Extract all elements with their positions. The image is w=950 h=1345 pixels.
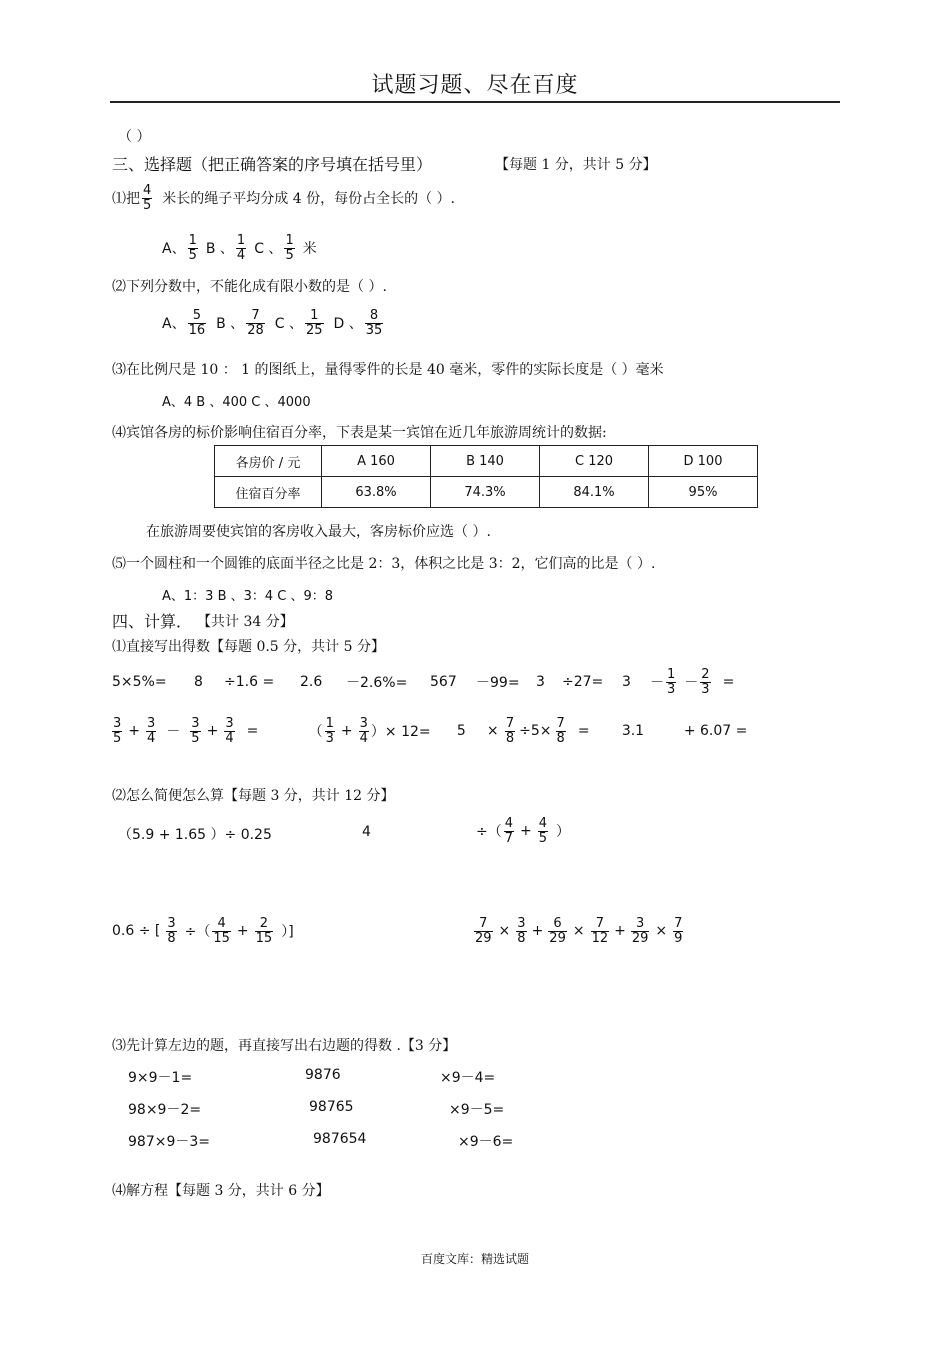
p2-expr4: $\frac{7}{29}$ × $\frac{3}{8}$ + $\frac{6}{29}$ × $\frac{7}{12}$ + $\frac{3}{29}$ × $\frac{7}{9}$ [475,915,683,946]
p1-title: ⑴直接写出得数【每题 0.5 分，共计 5 分】 [112,639,385,655]
p1-row2: $\frac{3}{5}$ + $\frac{3}{4}$ － $\frac{3}{5}$ + $\frac{3}{4}$ = （ $\frac{1}{3}$ + $\frac{3}{4}$ ）× 12= 5 × $\frac{7}{8}$ ÷5× $\frac{7}{8}$ = 3.1 + 6.07 = [113,715,748,746]
p2-expr2-number: 4 [362,824,371,840]
fraction: $\frac{3}{8}$ [517,915,526,946]
q5-options: A、1：3 B 、3：4 C 、9：8 [162,589,334,604]
q4-stem: ⑷宾馆各房的标价影响住宿百分率，下表是某一宾馆在近几年旅游周统计的数据: [112,425,607,441]
p3-right-1: ×9－4= [440,1070,496,1086]
p4-title: ⑷解方程【每题 3 分，共计 6 分】 [112,1183,330,1199]
table-cell: 74.3% [431,477,540,508]
q4-question: 在旅游周要使宾馆的客房收入最大，客房标价应选（ ）. [146,524,491,540]
p3-mid-1: 9876 [305,1067,341,1083]
fraction: $\frac{7}{9}$ [674,915,683,946]
p2-title: ⑵怎么简便怎么算【每题 3 分，共计 12 分】 [112,788,395,804]
fraction: $\frac{3}{5}$ [113,715,122,746]
fraction: $\frac{4}{5}$ [143,182,152,213]
q1-stem: ⑴把 $\frac{4}{5}$ 米长的绳子平均分成 4 份，每份占全长的（ ）. [112,182,455,213]
table-row [215,477,758,508]
fraction: $\frac{8}{35}$ [365,307,383,338]
p3-right-3: ×9－6= [458,1134,514,1150]
fraction: $\frac{4}{15}$ [213,915,230,946]
fraction: $\frac{5}{16}$ [188,307,206,338]
p3-left-3: 987×9－3= [128,1134,210,1150]
p2-expr3: 0.6 ÷ [ $\frac{3}{8}$ ÷（ $\frac{4}{15}$ + $\frac{2}{15}$ ）] [112,915,294,946]
fraction: $\frac{7}{28}$ [247,307,264,338]
fraction: $\frac{7}{12}$ [591,915,609,946]
section3-title: 三、选择题（把正确答案的序号填在括号里） [112,155,433,174]
table-cell: D 100 [649,446,758,477]
p3-mid-2: 98765 [309,1099,354,1115]
fraction: $\frac{3}{4}$ [147,715,156,746]
fraction: $\frac{1}{5}$ [285,232,294,263]
price-occupancy-table [214,445,758,508]
fraction: $\frac{6}{29}$ [549,915,566,946]
table-cell: 84.1% [540,477,649,508]
fraction: $\frac{3}{4}$ [359,715,368,746]
fraction: $\frac{3}{8}$ [167,915,176,946]
table-cell: 95% [649,477,758,508]
fraction: $\frac{1}{5}$ [188,232,197,263]
fraction: $\frac{1}{3}$ [667,666,676,697]
fraction: $\frac{1}{25}$ [305,307,323,338]
p3-left-2: 98×9－2= [128,1102,202,1118]
table-cell: 各房价 / 元 [215,446,322,477]
p1-row1: 5×5%= 8 ÷1.6 = 2.6 －2.6%= 567 －99= 3 ÷27= 3 － $\frac{1}{3}$ － $\frac{2}{3}$ = [112,666,735,697]
table-cell: 63.8% [322,477,431,508]
q2-options: A、 $\frac{5}{16}$ B 、 $\frac{7}{28}$ C 、 $\frac{1}{25}$ D 、 $\frac{8}{35}$ [162,307,383,338]
fraction: $\frac{7}{8}$ [505,715,515,746]
fraction: $\frac{2}{15}$ [255,915,273,946]
fraction: $\frac{4}{7}$ [504,815,514,846]
fraction: $\frac{7}{29}$ [475,915,492,946]
p3-right-2: ×9－5= [449,1102,505,1118]
section4-title: 四、计算． [112,612,193,631]
q1-options: A、 $\frac{1}{5}$ B 、 $\frac{1}{4}$ C 、 $\frac{1}{5}$ 米 [162,232,317,263]
table-cell: C 120 [540,446,649,477]
q3-stem: ⑶在比例尺是 10 ： 1 的图纸上，量得零件的长是 40 毫米，零件的实际长度是（ ）毫米 [112,362,664,378]
p3-left-1: 9×9－1= [128,1070,193,1086]
fraction: $\frac{7}{8}$ [556,715,565,746]
table-cell: A 160 [322,446,431,477]
fraction: $\frac{3}{4}$ [225,715,234,746]
fraction: $\frac{2}{3}$ [701,666,710,697]
fraction: $\frac{1}{3}$ [325,715,334,746]
page-footer: 百度文库：精选试题 [420,1252,529,1266]
p3-mid-3: 987654 [313,1131,367,1147]
header-rule [110,101,840,103]
answer-paren: （ ） [118,129,151,145]
q5-stem: ⑸一个圆柱和一个圆锥的底面半径之比是 2：3，体积之比是 3：2，它们高的比是（ ）. [112,556,656,572]
q3-options: A、4 B 、400 C 、4000 [162,395,311,410]
fraction: $\frac{4}{5}$ [538,815,548,846]
p2-expr2: ÷（ $\frac{4}{7}$ + $\frac{4}{5}$ ） [476,815,571,846]
p2-expr1: （5.9 + 1.65 ）÷ 0.25 [118,827,272,843]
q2-stem: ⑵下列分数中，不能化成有限小数的是（ ）. [112,279,387,295]
page-title: 试题习题、尽在百度 [371,73,579,98]
table-cell: 住宿百分率 [215,477,322,508]
section3-score-note: 【每题 1 分，共计 5 分】 [495,157,657,173]
fraction: $\frac{3}{5}$ [191,715,200,746]
fraction: $\frac{1}{4}$ [236,232,246,263]
table-cell: B 140 [431,446,540,477]
table-row [215,446,758,477]
section4-score-note: 【共计 34 分】 [197,614,294,630]
p3-title: ⑶先计算左边的题，再直接写出右边题的得数 .【3 分】 [112,1038,457,1054]
fraction: $\frac{3}{29}$ [631,915,649,946]
